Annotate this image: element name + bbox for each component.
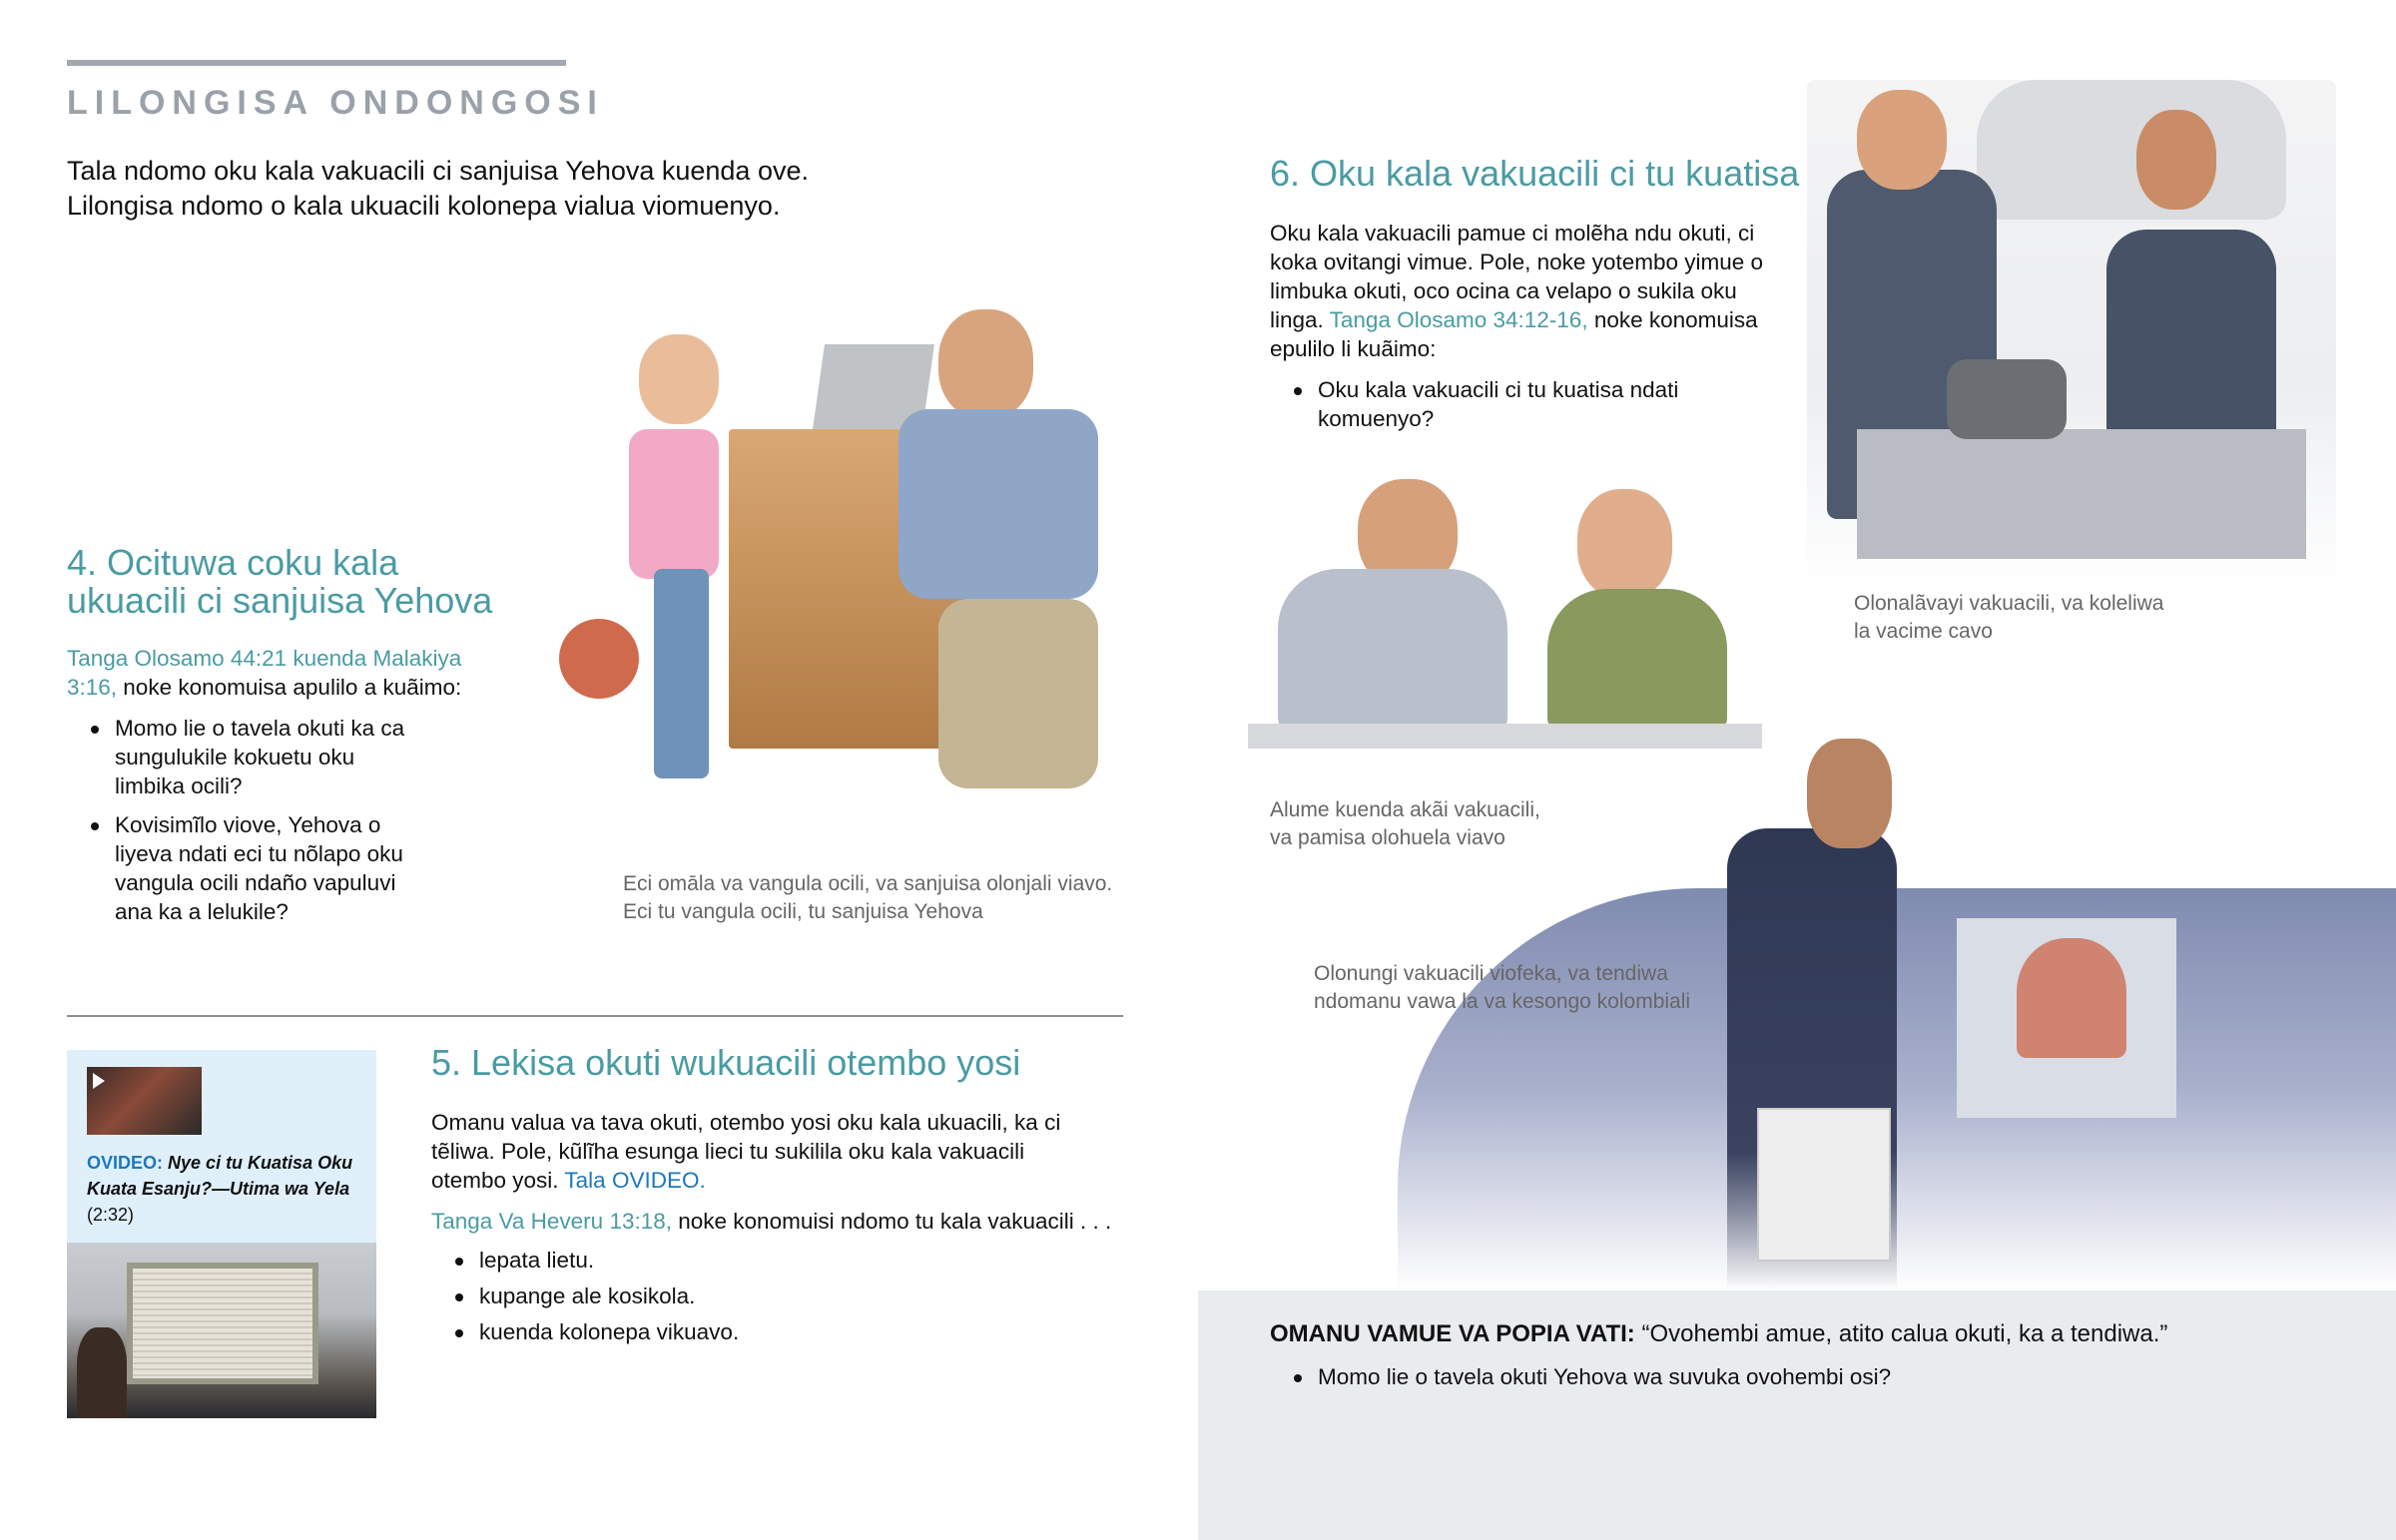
- video-duration: (2:32): [87, 1205, 135, 1225]
- video-thumbnail[interactable]: [87, 1067, 202, 1135]
- video-description: [87, 1150, 366, 1228]
- caption-girl-and-father: [623, 870, 1112, 926]
- discussion-questions: [1270, 1362, 2368, 1391]
- caption-line: va pamisa olohuela viavo: [1270, 826, 1505, 849]
- video-title[interactable]: Nye ci tu Kuatisa Oku Kuata Esanju?—Utima wa Yela: [87, 1153, 353, 1199]
- section-6-questions: [1270, 375, 1729, 433]
- instruction-text: noke konomuisi ndomo tu kala vakuacili . . .: [672, 1209, 1112, 1234]
- section-4-heading: [67, 544, 506, 620]
- scripture-link[interactable]: Tanga Va Heveru 13:18,: [431, 1209, 672, 1234]
- paragraph-text: Omanu valua va tava okuti, otembo yosi oku kala ukuacili, ka ci tẽliwa. Pole, kũlĩha esunga lieci tu sukilila oku kala vakuacili otembo yosi.: [431, 1110, 1061, 1193]
- caption-line: Olonalãvayi vakuacili, va koleliwa: [1854, 592, 2164, 615]
- watch-video-link[interactable]: Tala OVIDEO.: [564, 1168, 706, 1193]
- list-item: kuenda kolonepa vikuavo.: [431, 1317, 1130, 1346]
- objection-statement: [1270, 1319, 2368, 1348]
- list-item: lepata lietu.: [431, 1246, 1130, 1275]
- caption-line: Alume kuenda akãi vakuacili,: [1270, 798, 1540, 821]
- heading-line: ukuacili ci sanjuisa Yehova: [67, 580, 493, 621]
- list-item: kupange ale kosikola.: [431, 1282, 1130, 1310]
- list-item: Momo lie o tavela okuti ka ca sungulukile kokuetu oku limbika ocili?: [67, 714, 426, 800]
- caption-police: [1314, 960, 1690, 1016]
- caption-line: Eci omāla va vangula ocili, va sanjuisa olonjali viavo.: [623, 872, 1113, 895]
- caption-line: Olonungi vakuacili viofeka, va tendiwa: [1314, 962, 1668, 985]
- section-4: [67, 544, 506, 936]
- list-item: Oku kala vakuacili ci tu kuatisa ndati komuenyo?: [1270, 375, 1729, 433]
- video-still-image: [67, 1243, 376, 1418]
- instruction-text: noke konomuisa apulilo a kuãimo:: [117, 675, 462, 700]
- section-4-instruction: [67, 644, 506, 702]
- section-divider: [67, 1015, 1123, 1017]
- caption-line: Eci tu vangula ocili, tu sanjuisa Yehova: [623, 900, 983, 923]
- illustration-mechanics: [1807, 80, 2336, 589]
- section-6-heading: 6. Oku kala vakuacili ci tu kuatisa: [1270, 153, 1800, 194]
- scripture-link[interactable]: Tanga Olosamo 44:21 kuenda Malakiya 3:16,: [67, 646, 462, 700]
- section-6: [1270, 153, 1800, 443]
- header-rule: [67, 60, 566, 66]
- heading-line: 4. Ocituwa coku kala: [67, 542, 399, 583]
- section-6-paragraph: [1270, 219, 1789, 363]
- list-item: Momo lie o tavela okuti Yehova wa suvuka ovohembi osi?: [1270, 1362, 2368, 1391]
- caption-line: la vacime cavo: [1854, 620, 1993, 643]
- paragraph-text: Oku kala vakuacili pamue ci molẽha ndu okuti, ci koka ovitangi vimue. Pole, noke yotembo yimue o limbuka okuti, oco ocina ca velapo o sukila oku linga.: [1270, 221, 1764, 332]
- scripture-link[interactable]: Tanga Olosamo 34:12-16,: [1329, 307, 1588, 332]
- list-item: Kovisimĩlo viove, Yehova o liyeva ndati eci tu nõlapo oku vangula ocili ndaño vapuluvi ana ka a lelukile?: [67, 810, 426, 926]
- intro-text: [67, 154, 809, 224]
- objection-quote: “Ovohembi amue, atito calua okuti, ka a tendiwa.”: [1634, 1320, 2168, 1347]
- section-4-questions: [67, 714, 426, 926]
- intro-line: Lilongisa ndomo o kala ukuacili kolonepa vialua viomuenyo.: [67, 191, 781, 221]
- discussion-content: [1270, 1319, 2368, 1401]
- caption-mechanics: [1854, 590, 2163, 646]
- illustration-girl-and-father: [559, 299, 1158, 838]
- illustration-couple: [1248, 469, 1762, 764]
- play-icon[interactable]: [93, 1073, 105, 1089]
- intro-line: Tala ndomo oku kala vakuacili ci sanjuisa Yehova kuenda ove.: [67, 156, 809, 186]
- video-label: OVIDEO:: [87, 1153, 164, 1173]
- objection-label: OMANU VAMUE VA POPIA VATI:: [1270, 1320, 1635, 1347]
- video-card[interactable]: [67, 1050, 376, 1243]
- section-5-paragraph: [431, 1108, 1070, 1195]
- caption-line: ndomanu vawa la va kesongo kolombiali: [1314, 990, 1691, 1013]
- section-5-list: [431, 1246, 1130, 1346]
- section-5: [431, 1044, 1130, 1353]
- section-5-instruction: [431, 1207, 1130, 1236]
- instruction-text: noke konomuisa epulilo li kuãimo:: [1270, 307, 1758, 361]
- section-5-heading: 5. Lekisa okuti wukuacili otembo yosi: [431, 1042, 1021, 1083]
- section-kicker: LILONGISA ONDONGOSI: [67, 84, 604, 122]
